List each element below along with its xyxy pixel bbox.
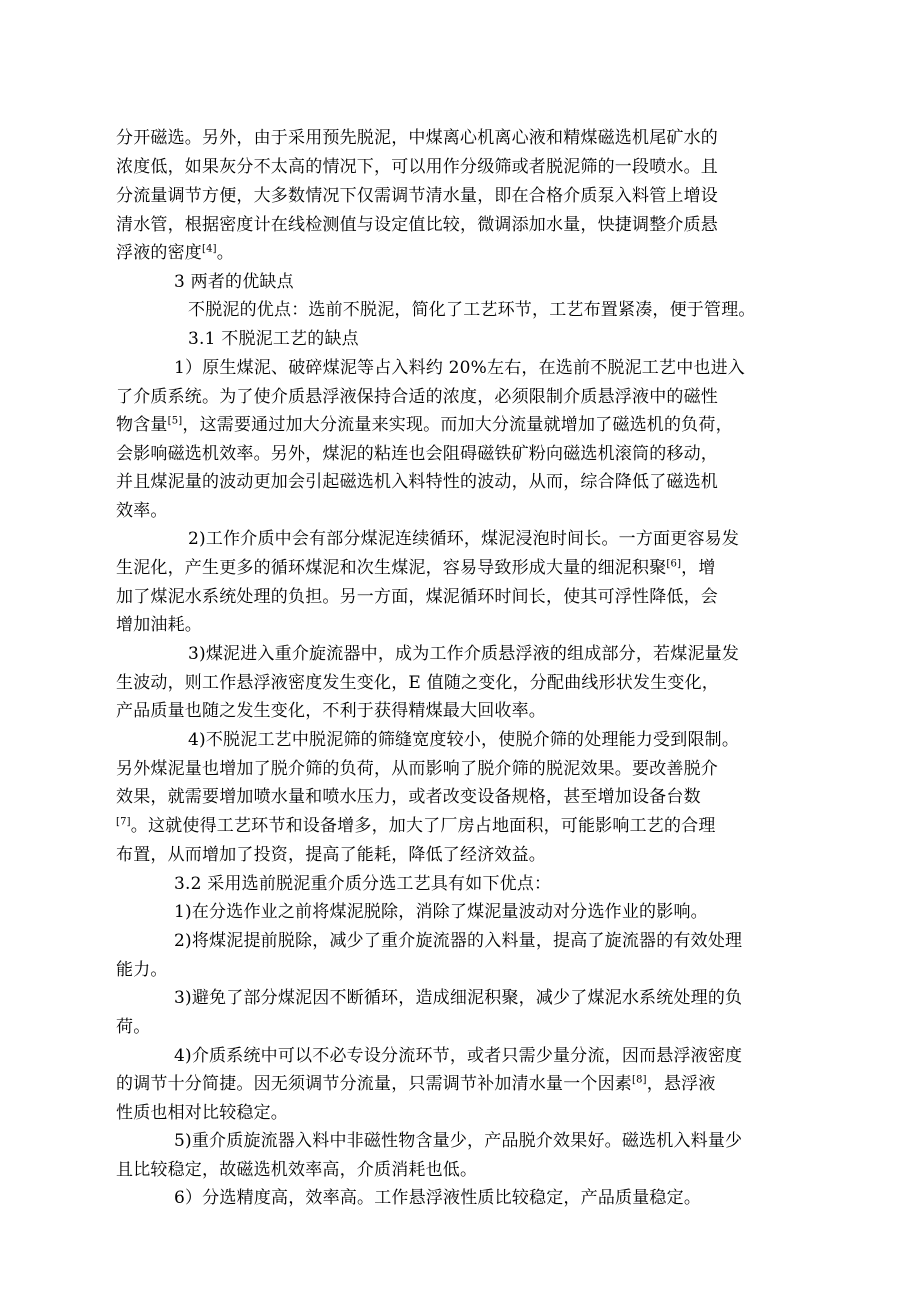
text-line	[188, 329, 359, 349]
text-line	[174, 1131, 742, 1151]
text-line	[116, 243, 234, 263]
line-text: 了介质系统。为了使介质悬浮液保持合适的浓度，必须限制介质悬浮液中的磁性	[116, 387, 718, 407]
text-line	[116, 960, 168, 980]
line-text: 效率。	[116, 501, 168, 521]
text-line	[116, 501, 168, 521]
line-text: 能力。	[116, 960, 168, 980]
line-text: 2)工作介质中会有部分煤泥连续循环，煤泥浸泡时间长。一方面更容易发	[188, 529, 740, 549]
line-text: 3.2 采用选前脱泥重介质分选工艺具有如下优点：	[174, 874, 552, 894]
line-text: 1）原生煤泥、破碎煤泥等占入料约 20%左右，在选前不脱泥工艺中也进入	[174, 358, 746, 378]
line-text-continued: ，增	[681, 558, 716, 578]
text-line	[174, 988, 742, 1008]
text-line	[116, 701, 546, 721]
text-line	[116, 1160, 477, 1180]
line-text: 3)避免了部分煤泥因不断循环，造成细泥积聚，减少了煤泥水系统处理的负	[174, 988, 743, 1008]
text-line	[116, 415, 733, 435]
line-text: 2)将煤泥提前脱除，减少了重介旋流器的入料量，提高了旋流器的有效处理	[174, 931, 743, 951]
line-text: 会影响磁选机效率。另外，煤泥的粘连也会阻碍磁铁矿粉向磁选机滚筒的移动，	[116, 444, 718, 464]
text-line	[116, 387, 718, 407]
line-text: 分开磁选。另外，由于采用预先脱泥，中煤离心机离心液和精煤磁选机尾矿水的	[116, 128, 718, 148]
text-line	[116, 1017, 150, 1037]
text-line	[116, 186, 718, 206]
line-text: 荷。	[116, 1017, 151, 1037]
line-text: 3.1 不脱泥工艺的缺点	[188, 329, 359, 349]
line-text-continued: ，悬浮液	[646, 1074, 716, 1094]
line-text: 并且煤泥量的波动更加会引起磁选机入料特性的波动，从而，综合降低了磁选机	[116, 472, 718, 492]
line-text: 的调节十分简捷。因无须调节分流量，只需调节补加清水量一个因素	[116, 1074, 632, 1094]
line-text: 生波动，则工作悬浮液密度发生变化，E 值随之变化，分配曲线形状发生变化，	[116, 673, 720, 693]
text-line	[116, 816, 716, 836]
line-text: 1)在分选作业之前将煤泥脱除，消除了煤泥量波动对分选作业的影响。	[174, 902, 708, 922]
line-text: 6）分选精度高，效率高。工作悬浮液性质比较稳定，产品质量稳定。	[174, 1188, 702, 1208]
text-line	[116, 1074, 716, 1094]
citation-marker: [5]	[167, 415, 183, 427]
line-text: 生泥化，产生更多的循环煤泥和次生煤泥，容易导致形成大量的细泥积聚	[116, 558, 667, 578]
citation-marker: [4]	[202, 243, 217, 255]
text-line	[116, 587, 718, 607]
line-text: 布置，从而增加了投资，提高了能耗，降低了经济效益。	[116, 845, 546, 865]
citation-marker: [7]	[116, 816, 131, 828]
text-line	[116, 1103, 288, 1123]
text-line	[174, 902, 708, 922]
text-line	[174, 931, 742, 951]
text-line	[174, 874, 551, 894]
line-text: 产品质量也随之发生变化，不利于获得精煤最大回收率。	[116, 701, 546, 721]
line-text: 清水管，根据密度计在线检测值与设定值比较，微调添加水量，快捷调整介质悬	[116, 215, 718, 235]
line-text: 4)不脱泥工艺中脱泥筛的筛缝宽度较小，使脱介筛的处理能力受到限制。	[188, 730, 740, 750]
line-text: 分流量调节方便，大多数情况下仅需调节清水量，即在合格介质泵入料管上增设	[116, 186, 718, 206]
line-text: 另外煤泥量也增加了脱介筛的负荷，从而影响了脱介筛的脱泥效果。要改善脱介	[116, 759, 718, 779]
text-line	[174, 358, 745, 378]
line-text: 4)介质系统中可以不必专设分流环节，或者只需少量分流，因而悬浮液密度	[174, 1046, 743, 1066]
text-line	[188, 529, 739, 549]
text-line	[188, 730, 739, 750]
text-line	[116, 673, 719, 693]
line-text-continued: ，这需要通过加大分流量来实现。而加大分流量就增加了磁选机的负荷，	[182, 415, 733, 435]
citation-marker: [8]	[632, 1074, 647, 1086]
line-text: 加了煤泥水系统处理的负担。另一方面，煤泥循环时间长，使其可浮性降低，会	[116, 587, 718, 607]
line-text: 浓度低，如果灰分不太高的情况下，可以用作分级筛或者脱泥筛的一段喷水。且	[116, 157, 718, 177]
line-text-continued: 。	[216, 243, 234, 263]
text-line	[116, 615, 202, 635]
text-line	[116, 157, 718, 177]
line-text: 3 两者的优缺点	[174, 272, 294, 292]
line-text: 且比较稳定，故磁选机效率高，介质消耗也低。	[116, 1160, 478, 1180]
text-line	[174, 1188, 701, 1208]
text-line	[116, 128, 718, 148]
text-line	[188, 300, 756, 320]
citation-marker: [6]	[666, 558, 682, 570]
line-text: 5)重介质旋流器入料中非磁性物含量少，产品脱介效果好。磁选机入料量少	[174, 1131, 743, 1151]
text-line	[116, 444, 718, 464]
line-text: 性质也相对比较稳定。	[116, 1103, 288, 1123]
text-line	[116, 215, 718, 235]
text-line	[116, 845, 546, 865]
line-text: 不脱泥的优点：选前不脱泥，简化了工艺环节，工艺布置紧凑，便于管理。	[188, 300, 756, 320]
text-line	[188, 644, 739, 664]
line-text: 浮液的密度	[116, 243, 202, 263]
text-line	[116, 787, 701, 807]
line-text: 增加油耗。	[116, 615, 202, 635]
line-text: 3)煤泥进入重介旋流器中，成为工作介质悬浮液的组成部分，若煤泥量发	[188, 644, 740, 664]
text-line	[174, 1046, 742, 1066]
line-text-continued: 。这就使得工艺环节和设备增多，加大了厂房占地面积，可能影响工艺的合理	[130, 816, 716, 836]
text-line	[174, 272, 294, 292]
line-text: 效果，就需要增加喷水量和喷水压力，或者改变设备规格，甚至增加设备台数	[116, 787, 701, 807]
text-line	[116, 759, 718, 779]
text-line	[116, 558, 716, 578]
text-line	[116, 472, 718, 492]
line-text: 物含量	[116, 415, 168, 435]
